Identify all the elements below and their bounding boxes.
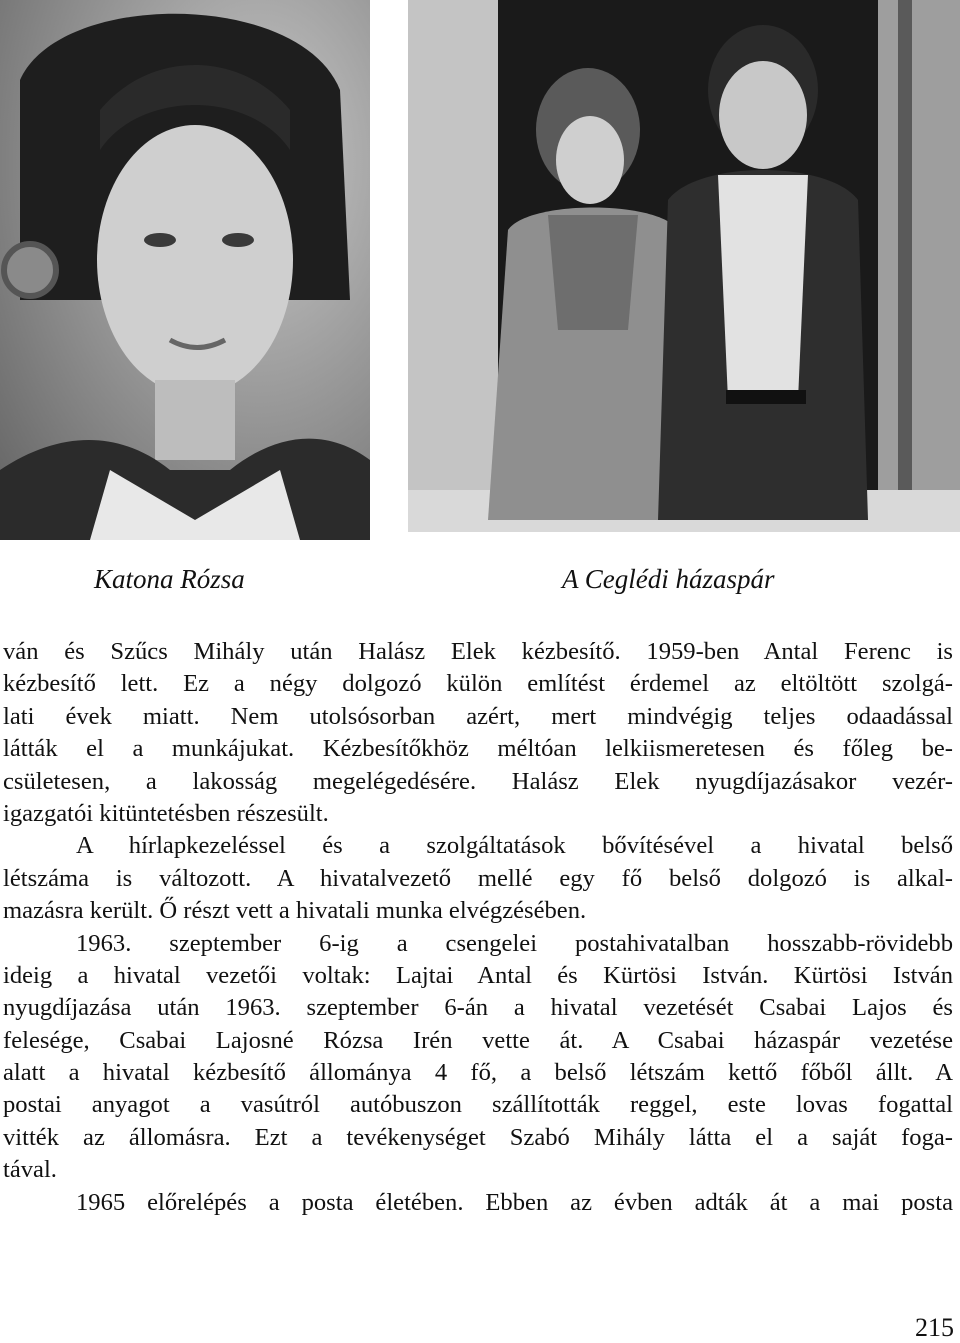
text-line: ván és Szűcs Mihály után Halász Elek kézbesítő. 1959-ben Antal Ferenc is <box>3 638 953 665</box>
text-line: ideig a hivatal vezetői voltak: Lajtai Antal és Kürtösi István. Kürtösi István <box>3 961 953 989</box>
text-line: igazgatói kitüntetésben részesült. <box>3 799 329 827</box>
text-line: alatt a hivatal kézbesítő állománya 4 fő, a belső létszám kettő főből állt. A <box>3 1059 953 1087</box>
text-line: nyugdíjazása után 1963. szeptember 6-án a hivatal vezetését Csabai Lajos és <box>3 994 953 1022</box>
text-line: létszáma is változott. A hivatalvezető mellé egy fő belső dolgozó is alkal- <box>3 864 953 892</box>
couple-photo-ceglédi <box>408 0 960 532</box>
text-line: látták el a munkájukat. Kézbesítőkhöz méltóan lelkiismeretesen és főleg be- <box>3 735 953 763</box>
portrait-photo-image <box>0 0 370 540</box>
text-line: 1965 előrelépés a posta életében. Ebben az évben adták át a mai posta <box>76 1188 953 1216</box>
text-line: postai anyagot a vasútról autóbuszon szállították reggel, este lovas fogattal <box>3 1091 953 1119</box>
text-line: mazásra került. Ő részt vett a hivatali munka elvégzésében. <box>3 897 587 925</box>
couple-photo-image <box>408 0 960 532</box>
text-line: tával. <box>3 1156 57 1184</box>
page-number: 215 <box>915 1313 954 1342</box>
text-line: A hírlapkezeléssel és a szolgáltatások bővítésével a hivatal belső <box>76 832 953 860</box>
text-line: lati évek miatt. Nem utolsósorban azért, mert mindvégig teljes odaadással <box>3 702 953 730</box>
text-line: vitték az állomásra. Ezt a tevékenységet Szabó Mihály látta el a saját foga- <box>3 1123 953 1151</box>
portrait-photo-katona-rozsa <box>0 0 370 540</box>
caption-left: Katona Rózsa <box>94 564 245 594</box>
text-line: csületesen, a lakosság megelégedésére. Halász Elek nyugdíjazásakor vezér- <box>3 767 953 795</box>
text-line: kézbesítő lett. Ez a négy dolgozó külön említést érdemel az eltöltött szolgá- <box>3 670 953 698</box>
text-line: 1963. szeptember 6-ig a csengelei postahivatalban hosszabb-rövidebb <box>76 929 953 957</box>
text-line: felesége, Csabai Lajosné Rózsa Irén vette át. A Csabai házaspár vezetése <box>3 1026 953 1054</box>
body-text <box>3 636 953 1219</box>
caption-right: A Ceglédi házaspár <box>562 564 775 594</box>
